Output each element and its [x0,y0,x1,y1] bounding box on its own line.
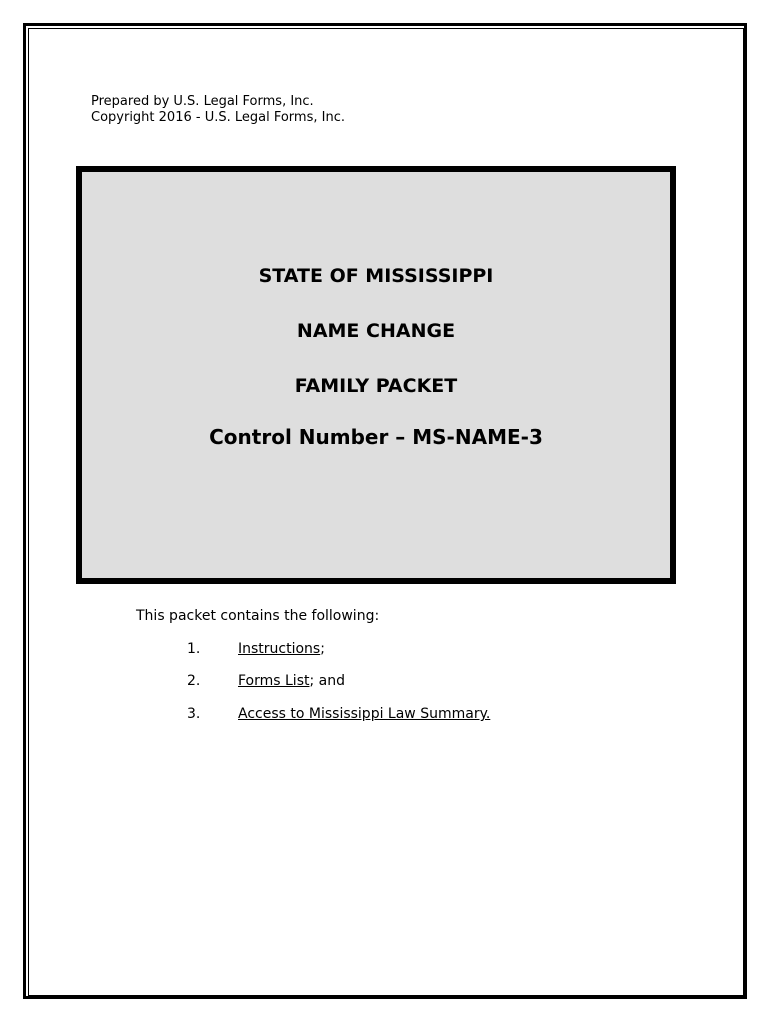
list-item-suffix: ; [320,641,325,657]
list-item-text [238,673,345,689]
contents-intro: This packet contains the following: [136,608,380,624]
document-title: NAME CHANGE [296,320,456,342]
preparer-info [91,94,345,126]
list-item [0,641,770,661]
title-box [76,166,676,584]
state-title: STATE OF MISSISSIPPI [258,265,494,287]
law-summary-link[interactable]: Access to Mississippi Law Summary. [238,706,491,722]
prepared-by-line: Prepared by U.S. Legal Forms, Inc. [91,94,314,109]
packet-title: FAMILY PACKET [294,375,458,397]
instructions-link[interactable]: Instructions [238,641,321,657]
forms-list-link[interactable]: Forms List [238,673,310,689]
list-item [0,673,770,693]
copyright-line: Copyright 2016 - U.S. Legal Forms, Inc. [91,110,345,125]
list-item-text [238,641,325,657]
list-item-number: 1. [187,641,201,657]
list-item [0,706,770,726]
list-item-text [238,706,490,722]
control-number: Control Number – MS-NAME-3 [209,425,543,449]
list-item-number: 2. [187,673,201,689]
list-item-number: 3. [187,706,201,722]
list-item-suffix: ; and [309,673,345,689]
